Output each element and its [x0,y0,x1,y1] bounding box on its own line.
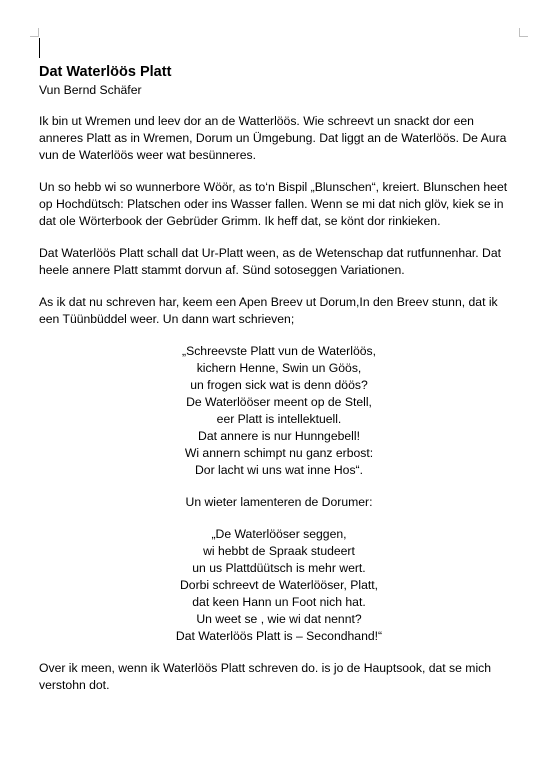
poem-line: un frogen sick wat is denn döös? [190,378,368,392]
paragraph: Un so hebb wi so wunnerbore Wöör, as to‘n Bispil „Blunschen“, kreiert. Blunschen heet op Hochdütsch: Platschen oder ins Wasser fallen. Wenn se mi dat nich glöv, kiek se in dat ole Wörterbook der Gebrüder Grimm. Ik heff dat, se könt dor rinkieken. [39,180,508,228]
document-author: Vun Bernd Schäfer [39,83,142,97]
paragraph: Ik bin ut Wremen und leev dor an de Watterlöös. Wie schreevt un snackt dor een anneres Platt as in Wremen, Dorum un Ümgebung. Dat liggt an de Waterlöös. De Aura vun de Waterlöös weer wat besünneres. [39,114,507,162]
closing-paragraph: Over ik meen, wenn ik Waterlöös Platt schreven do. is jo de Hauptsook, dat se mich verstohn dot. [39,661,492,692]
document-body[interactable] [39,62,519,709]
poem-line: eer Platt is intellektuell. [216,412,342,426]
margin-corner-top-left [30,28,39,37]
margin-corner-top-right [519,28,528,37]
interlude-line: Un wieter lamenteren de Dorumer: [185,495,373,509]
paragraph: As ik dat nu schreven har, keem een Apen Breev ut Dorum,In den Breev stunn, dat ik een Tüünbüddel weer. Un dann wart schrieven; [39,295,498,326]
paragraph: Dat Waterlöös Platt schall dat Ur-Platt ween, as de Wetenschap dat rutfunnenhar. Dat heele annere Platt stammt dorvun af. Sünd sotoseggen Variationen. [39,246,502,277]
poem-line: Un weet se , wie wi dat nennt? [196,612,362,626]
poem-line: De Waterlööser meent op de Stell, [186,395,372,409]
poem-line: dat keen Hann un Foot nich hat. [192,595,366,609]
poem-first [39,343,519,479]
poem-line: Dorbi schreevt de Waterlööser, Platt, [179,578,379,592]
poem-line: „De Waterlööser seggen, [211,527,347,541]
document-title: Dat Waterlöös Platt [39,64,172,80]
poem-line: Dat annere is nur Hunngebell! [198,429,360,443]
poem-line: wi hebbt de Spraak studeert [203,544,355,558]
poem-line: „Schreevste Platt vun de Waterlöös, [182,344,376,358]
poem-line: un us Plattdüütsch is mehr wert. [192,561,366,575]
text-cursor [39,38,40,58]
poem-line: kichern Henne, Swin un Göös, [196,361,362,375]
poem-line: Dor lacht wi uns wat inne Hos“. [195,463,363,477]
poem-line: Dat Waterlöös Platt is – Secondhand!“ [175,629,383,643]
poem-second [39,526,519,645]
poem-line: Wi annern schimpt nu ganz erbost: [184,446,374,460]
